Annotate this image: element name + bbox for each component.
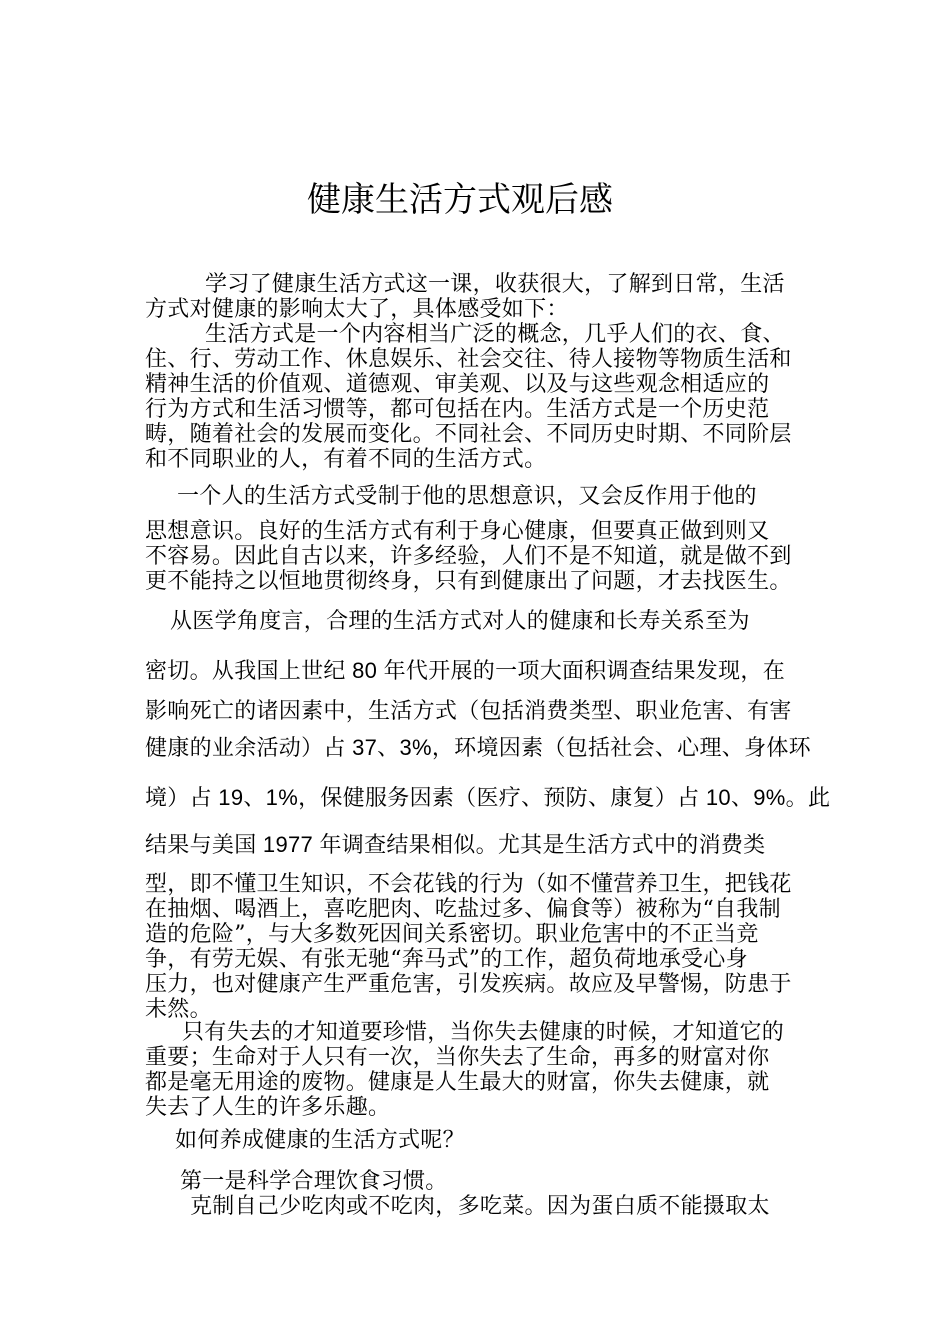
paragraph [145,1169,810,1194]
paragraph-line: 未然。 [145,997,212,1022]
paragraph-line: 畴，随着社会的发展而变化。不同社会、不同历史时期、不同阶层 [145,422,792,447]
paragraph-line: 精神生活的价值观、道德观、审美观、以及与这些观念相适应的 [145,372,770,397]
paragraph-line: 只有失去的才知道要珍惜，当你失去健康的时候，才知道它的 [182,1020,785,1045]
paragraph-line: 密切。从我国上世纪 80 年代开展的一项大面积调查结果发现，在 [145,658,785,683]
paragraph-line: 型，即不懂卫生知识，不会花钱的行为（如不懂营养卫生，把钱花 [145,872,792,897]
paragraph-line: 争，有劳无娱、有张无驰“奔马式”的工作，超负荷地承受心身 [145,947,748,972]
paragraph-line: 重要；生命对于人只有一次，当你失去了生命，再多的财富对你 [145,1045,770,1070]
paragraph [145,699,810,724]
paragraph-line: 压力，也对健康产生严重危害，引发疾病。故应及早警惕，防患于 [145,972,792,997]
paragraph-line: 健康的业余活动）占 37、3%，环境因素（包括社会、心理、身体环 [145,735,811,760]
paragraph [145,872,810,1022]
paragraph [145,519,810,594]
paragraph [145,735,810,760]
paragraph-line: 生活方式是一个内容相当广泛的概念，几乎人们的衣、食、 [205,322,785,347]
paragraph-line: 更不能持之以恒地贯彻终身，只有到健康出了问题，才去找医生。 [145,569,792,594]
paragraph-line: 境）占 19、1%，保健服务因素（医疗、预防、康复）占 10、9%。此 [145,785,831,810]
paragraph-line: 思想意识。良好的生活方式有利于身心健康，但要真正做到则又 [145,519,770,544]
paragraph-line: 克制自己少吃肉或不吃肉，多吃菜。因为蛋白质不能摄取太 [190,1194,770,1219]
paragraph-line: 不容易。因此自古以来，许多经验，人们不是不知道，就是做不到 [145,544,792,569]
paragraph-line: 影响死亡的诸因素中，生活方式（包括消费类型、职业危害、有害 [145,699,792,724]
paragraph-line: 在抽烟、喝酒上，喜吃肥肉、吃盐过多、偏食等）被称为“自我制 [145,897,781,922]
paragraph [145,1020,810,1120]
paragraph-line: 第一是科学合理饮食习惯。 [180,1169,448,1194]
paragraph [145,272,810,322]
paragraph-line: 住、行、劳动工作、休息娱乐、社会交往、待人接物等物质生活和 [145,347,792,372]
paragraph-line: 一个人的生活方式受制于他的思想意识，又会反作用于他的 [177,484,757,509]
paragraph [145,1194,810,1219]
paragraph-line: 从医学角度言，合理的生活方式对人的健康和长寿关系至为 [170,609,750,634]
paragraph [145,1128,810,1153]
paragraph-line: 失去了人生的许多乐趣。 [145,1095,391,1120]
paragraph [145,832,810,857]
paragraph-line: 学习了健康生活方式这一课，收获很大，了解到日常，生活 [205,272,785,297]
paragraph [145,322,810,472]
paragraph-line: 和不同职业的人，有着不同的生活方式。 [145,447,547,472]
paragraph-line: 如何养成健康的生活方式呢？ [175,1128,465,1153]
paragraph [145,609,810,634]
paragraph-line: 行为方式和生活习惯等，都可包括在内。生活方式是一个历史范 [145,397,770,422]
paragraph [145,484,810,509]
paragraph-line: 方式对健康的影响太大了，具体感受如下： [145,297,569,322]
paragraph-line: 结果与美国 1977 年调查结果相似。尤其是生活方式中的消费类 [145,832,766,857]
document-title: 健康生活方式观后感 [307,180,613,220]
paragraph [145,658,810,683]
paragraph [145,785,831,810]
paragraph-line: 都是毫无用途的废物。健康是人生最大的财富，你失去健康，就 [145,1070,770,1095]
paragraph-line: 造的危险”，与大多数死因间关系密切。职业危害中的不正当竞 [145,922,759,947]
